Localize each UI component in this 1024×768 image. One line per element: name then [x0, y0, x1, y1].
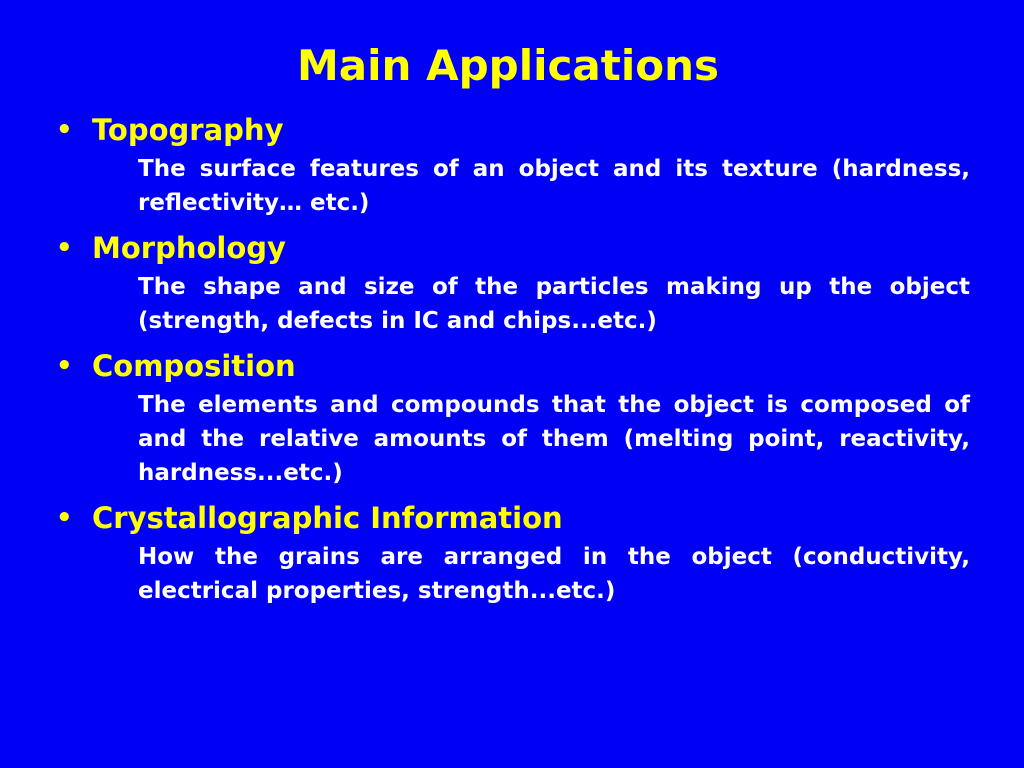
bullet-description: The shape and size of the particles making up the object (strength, defects in IC and chips...etc.) [138, 274, 970, 334]
bullet-icon: • [56, 351, 73, 381]
bullet-description: How the grains are arranged in the object (conductivity, electrical properties, strength...etc.) [138, 544, 970, 604]
bullet-heading-row [56, 346, 970, 386]
bullet-description: The elements and compounds that the object is composed of and the relative amounts of them (melting point, reactivity, hardness...etc.) [138, 392, 970, 486]
list-item-crystallographic-information [56, 498, 970, 608]
bullet-icon: • [56, 503, 73, 533]
bullet-heading: Composition [92, 349, 296, 383]
list-item-composition [56, 346, 970, 490]
bullet-heading-row [56, 228, 970, 268]
bullet-heading-row [56, 110, 970, 150]
list-item-morphology [56, 228, 970, 338]
bullet-heading: Crystallographic Information [92, 501, 563, 535]
bullet-heading: Morphology [92, 231, 286, 265]
bullet-heading-row [56, 498, 970, 538]
bullet-icon: • [56, 233, 73, 263]
slide-title: Main Applications [297, 41, 719, 90]
bullet-heading: Topography [92, 113, 284, 147]
list-item-topography [56, 110, 970, 220]
bullet-description: The surface features of an object and its texture (hardness, reflectivity… etc.) [138, 156, 970, 216]
bullet-list [56, 110, 970, 616]
bullet-icon: • [56, 115, 73, 145]
